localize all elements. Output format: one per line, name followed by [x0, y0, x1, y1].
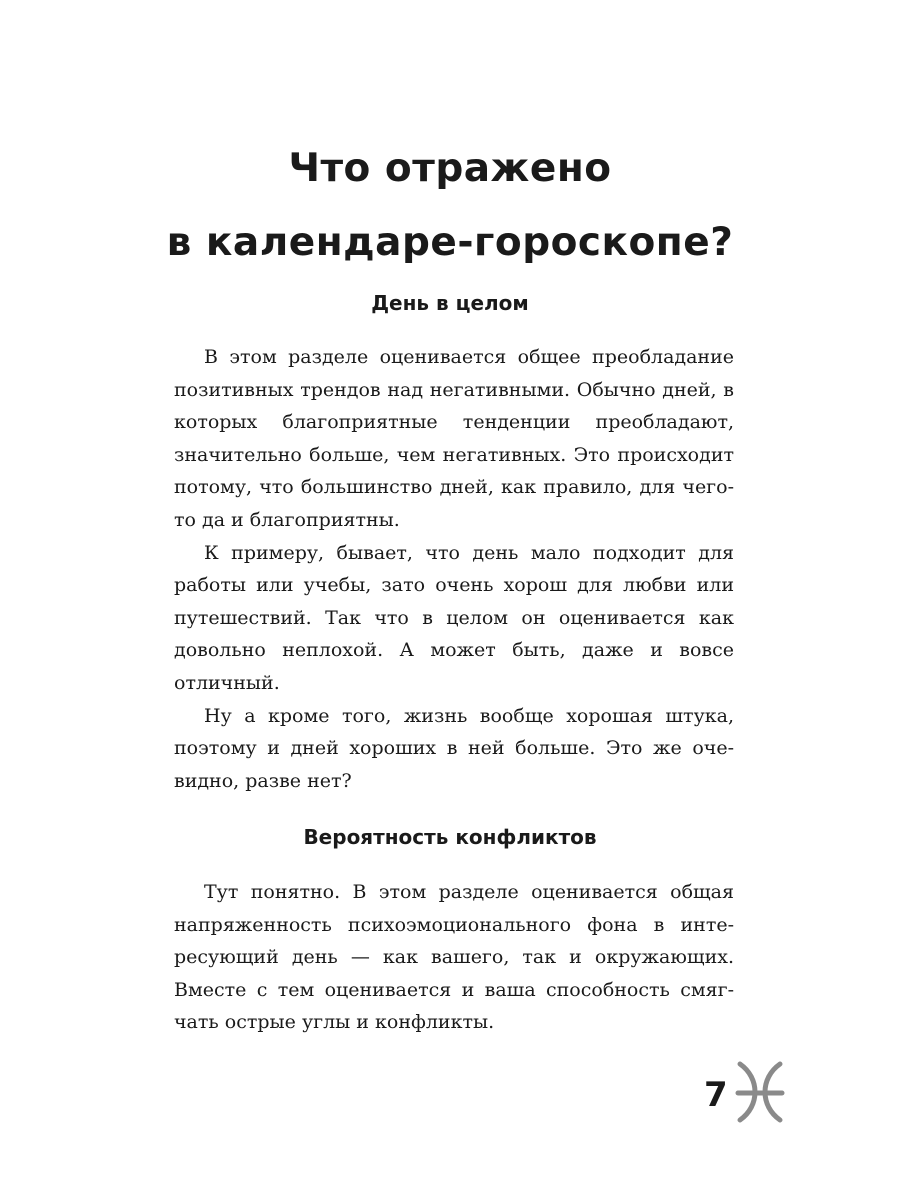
- page-title-line-2: в календаре-гороскопе?: [166, 220, 734, 265]
- paragraph: К примеру, бывает, что день мало подходит для работы или учебы, зато очень хорош для любви или путешествий. Так что в целом он оценивается как довольно неплохой. А может быть, даже и вовсе отличный.: [174, 541, 734, 694]
- section-heading-conflict-probability: Вероятность конфликтов: [303, 825, 597, 849]
- pisces-icon: [730, 1060, 790, 1124]
- section-body-day-overall: [174, 341, 734, 797]
- paragraph: Ну а кроме того, жизнь вообще хорошая штука, поэтому и дней хороших в ней больше. Это же очевидно, разве нет?: [174, 704, 734, 792]
- page-title-line-1: Что отражено: [288, 146, 612, 191]
- section-body-conflict-probability: [174, 876, 734, 1039]
- page-title: [0, 132, 900, 280]
- page-footer: [700, 1060, 800, 1130]
- paragraph: Тут понятно. В этом разделе оценивается общая напряженность психоэмоционального фона в интересующий день — как вашего, так и окружающих. Вместе с тем оценивается и ваша способность смягчать острые углы и конфликты.: [174, 881, 734, 1034]
- page-number: 7: [704, 1075, 728, 1115]
- paragraph: В этом разделе оценивается общее преобладание позитивных трендов над негативными. Обычно дней, в которых благоприятные тенденции преобладают, значительно больше, чем негативных. Это происходит потому, что большинство дней, как правило, для чего-то да и благоприятны.: [174, 346, 734, 531]
- section-heading-day-overall: День в целом: [371, 291, 529, 315]
